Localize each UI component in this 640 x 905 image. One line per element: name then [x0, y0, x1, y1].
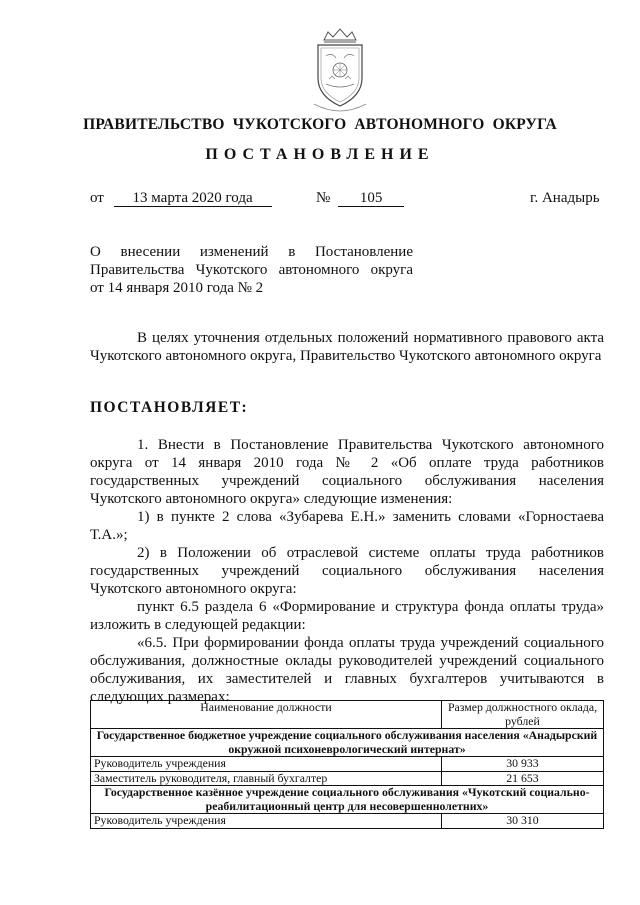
number-line: [316, 190, 404, 207]
position-cell: Руководитель учреждения: [91, 814, 442, 829]
number-label: №: [316, 190, 331, 206]
from-label: от: [90, 190, 104, 206]
body-paragraph: 1) в пункте 2 слова «Зубарева Е.Н.» заменить словами «Горностаева Т.А.»;: [90, 509, 604, 543]
decree-subject: [90, 243, 413, 297]
table-group-row: [91, 729, 604, 757]
decree-date: 13 марта 2020 года: [114, 191, 272, 207]
body-paragraph: 2) в Положении об отраслевой системе оплаты труда работников государственных учреждений социального обслуживания населения Чукотского автономного округа:: [90, 545, 604, 597]
salary-cell: 21 653: [442, 771, 604, 786]
table-group-row: [91, 786, 604, 814]
table-row: [91, 771, 604, 786]
table-row: [91, 814, 604, 829]
table-header-row: [91, 701, 604, 729]
salary-table: [90, 700, 604, 829]
salary-cell: 30 310: [442, 814, 604, 829]
subject-line: О внесении изменений в Постановление: [90, 244, 413, 260]
body-paragraph: 1. Внести в Постановление Правительства Чукотского автономного округа от 14 января 2010 года № 2 «Об оплате труда работников государственных учреждений социального обслуживания населения Чукотского автономного округа» следующие изменения:: [90, 437, 604, 507]
government-title: ПРАВИТЕЛЬСТВО ЧУКОТСКОГО АВТОНОМНОГО ОКРУГА: [83, 116, 557, 133]
decree-number: 105: [338, 191, 404, 207]
table-row: [91, 757, 604, 772]
preamble: В целях уточнения отдельных положений нормативного правового акта Чукотского автономного округа, Правительство Чукотского автономного округа: [90, 330, 604, 364]
position-cell: Заместитель руководителя, главный бухгалтер: [91, 771, 442, 786]
resolves-heading: ПОСТАНОВЛЯЕТ:: [90, 399, 249, 416]
city: г. Анадырь: [530, 190, 600, 206]
body-paragraph: «6.5. При формировании фонда оплаты труда учреждений социального обслуживания, должностные оклады руководителей учреждений социального обслуживания, их заместителей и главных бухгалтеров учитываются в следующих размерах:: [90, 635, 604, 705]
position-cell: Руководитель учреждения: [91, 757, 442, 772]
document-type-title: ПОСТАНОВЛЕНИЕ: [205, 146, 435, 163]
column-header-position: Наименование должности: [91, 701, 442, 729]
subject-line: Правительства Чукотского автономного округа: [90, 262, 413, 278]
institution-title: Государственное казённое учреждение социального обслуживания «Чукотский социально-реабилитационный центр для несовершеннолетних»: [91, 786, 604, 814]
column-header-salary: Размер должностного оклада, рублей: [442, 701, 604, 729]
date-line: [90, 190, 272, 207]
salary-cell: 30 933: [442, 757, 604, 772]
body-paragraph: пункт 6.5 раздела 6 «Формирование и структура фонда оплаты труда» изложить в следующей редакции:: [90, 599, 604, 633]
decree-body: [90, 436, 604, 706]
institution-title: Государственное бюджетное учреждение социального обслуживания населения «Анадырский окружной психоневрологический интернат»: [91, 729, 604, 757]
subject-line: от 14 января 2010 года № 2: [90, 280, 264, 296]
coat-of-arms-icon: [302, 26, 378, 112]
